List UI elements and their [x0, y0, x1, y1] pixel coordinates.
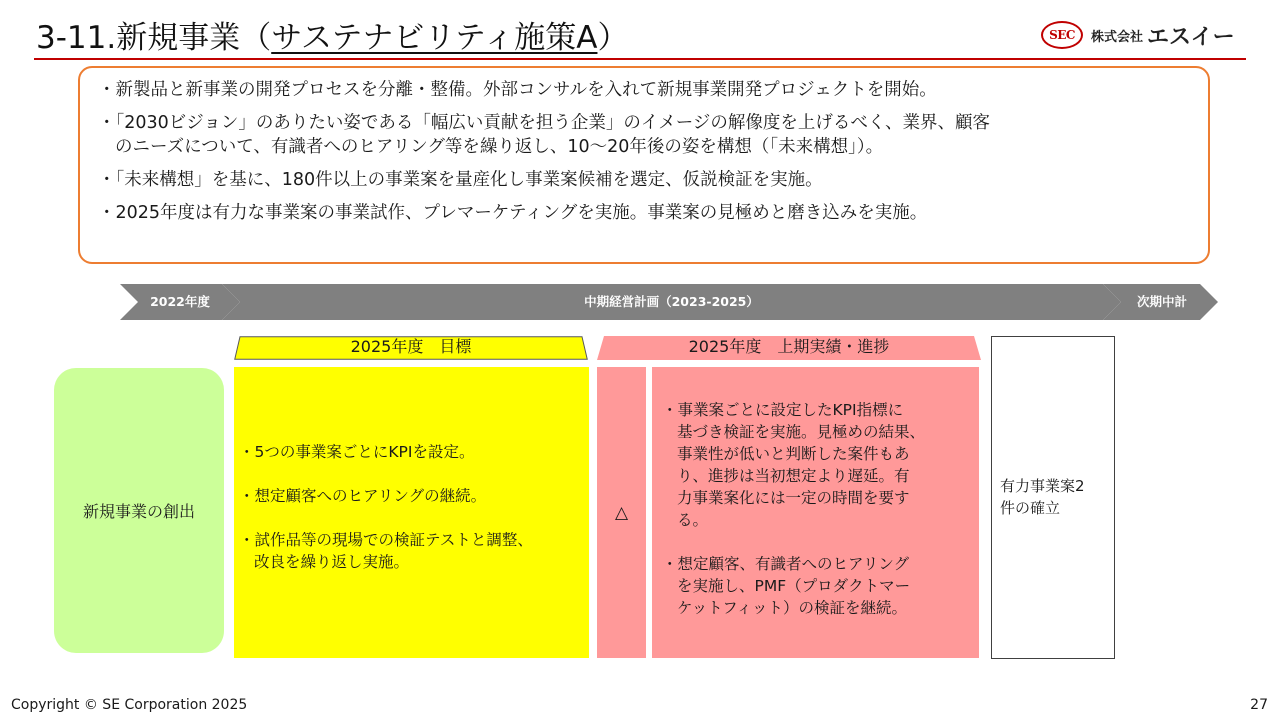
goal-line: 改良を繰り返し実施。 — [254, 553, 410, 571]
summary-bullet-continued: のニーズについて、有識者へのヒアリング等を繰り返し、10〜20年後の姿を構想（「未来構想」）。 — [115, 137, 884, 157]
title-underlined: サステナビリティ施策A — [271, 20, 598, 56]
progress-item — [662, 553, 975, 619]
theme-label: 新規事業の創出 — [82, 502, 195, 521]
result-box — [991, 336, 1115, 659]
logo-small-text: 株式会社 — [1091, 29, 1144, 45]
result-line: 件の確立 — [1000, 499, 1061, 517]
summary-bullet: ・「未来構想」を基に、180件以上の事業案を量産化し事業案候補を選定、仮説検証を実施。 — [98, 170, 823, 190]
timeline-label-past: 2022年度 — [150, 294, 210, 309]
title-underline-rule — [34, 58, 1246, 60]
timeline-label-next: 次期中計 — [1136, 294, 1187, 309]
goal-header — [234, 336, 588, 360]
status-box — [597, 367, 646, 658]
progress-line: 基づき検証を実施。見極めの結果、 — [677, 423, 926, 441]
title-prefix: 3-11.新規事業（ — [36, 20, 272, 56]
result-line: 有力事業案2 — [1000, 477, 1085, 495]
progress-line: ・事業案ごとに設定したKPI指標に — [662, 401, 904, 419]
summary-bullet: ・2025年度は有力な事業案の事業試作、プレマーケティングを実施。事業案の見極めと磨き込みを実施。 — [98, 203, 928, 223]
theme-box — [54, 368, 224, 653]
goal-header-label: 2025年度 目標 — [350, 337, 472, 356]
company-logo — [1041, 20, 1235, 50]
progress-line: を実施し、PMF（プロダクトマー — [677, 577, 911, 595]
progress-header-label: 2025年度 上期実績・進捗 — [688, 337, 890, 356]
summary-box — [78, 66, 1210, 264]
goal-item — [239, 529, 583, 573]
page-title — [36, 18, 628, 58]
summary-bullet: ・「2030ビジョン」のありたい姿である「幅広い貢献を担う企業」のイメージの解像度を上げるべく、業界、顧客 — [98, 113, 991, 133]
progress-line: り、進捗は当初想定より遅延。有 — [677, 467, 910, 485]
title-suffix: ） — [597, 20, 629, 56]
status-mark: △ — [614, 502, 629, 523]
timeline-label-current: 中期経営計画（2023-2025） — [584, 294, 759, 309]
goal-line: ・5つの事業案ごとにKPIを設定。 — [239, 443, 475, 461]
summary-bullet: ・新製品と新事業の開発プロセスを分離・整備。外部コンサルを入れて新規事業開発プロジェクトを開始。 — [98, 80, 937, 100]
goal-box — [234, 367, 589, 658]
logo-badge: SEC — [1041, 21, 1083, 49]
goal-item — [239, 485, 583, 507]
goal-item — [239, 441, 583, 463]
progress-line: ケットフィット）の検証を継続。 — [677, 599, 908, 617]
progress-box — [652, 367, 979, 658]
timeline — [0, 284, 1280, 320]
progress-line: る。 — [677, 511, 709, 529]
copyright: Copyright © SE Corporation 2025 — [11, 697, 248, 713]
progress-item — [662, 399, 975, 531]
page-number: 27 — [1250, 697, 1268, 713]
progress-line: 事業性が低いと判断した案件もあ — [677, 445, 910, 463]
logo-big-text: エスイー — [1147, 24, 1235, 50]
progress-line: 力事業案化には一定の時間を要す — [677, 489, 910, 507]
progress-line: ・想定顧客、有識者へのヒアリング — [662, 555, 910, 573]
progress-header — [597, 336, 981, 360]
goal-line: ・想定顧客へのヒアリングの継続。 — [239, 487, 487, 505]
goal-line: ・試作品等の現場での検証テストと調整、 — [239, 531, 533, 549]
